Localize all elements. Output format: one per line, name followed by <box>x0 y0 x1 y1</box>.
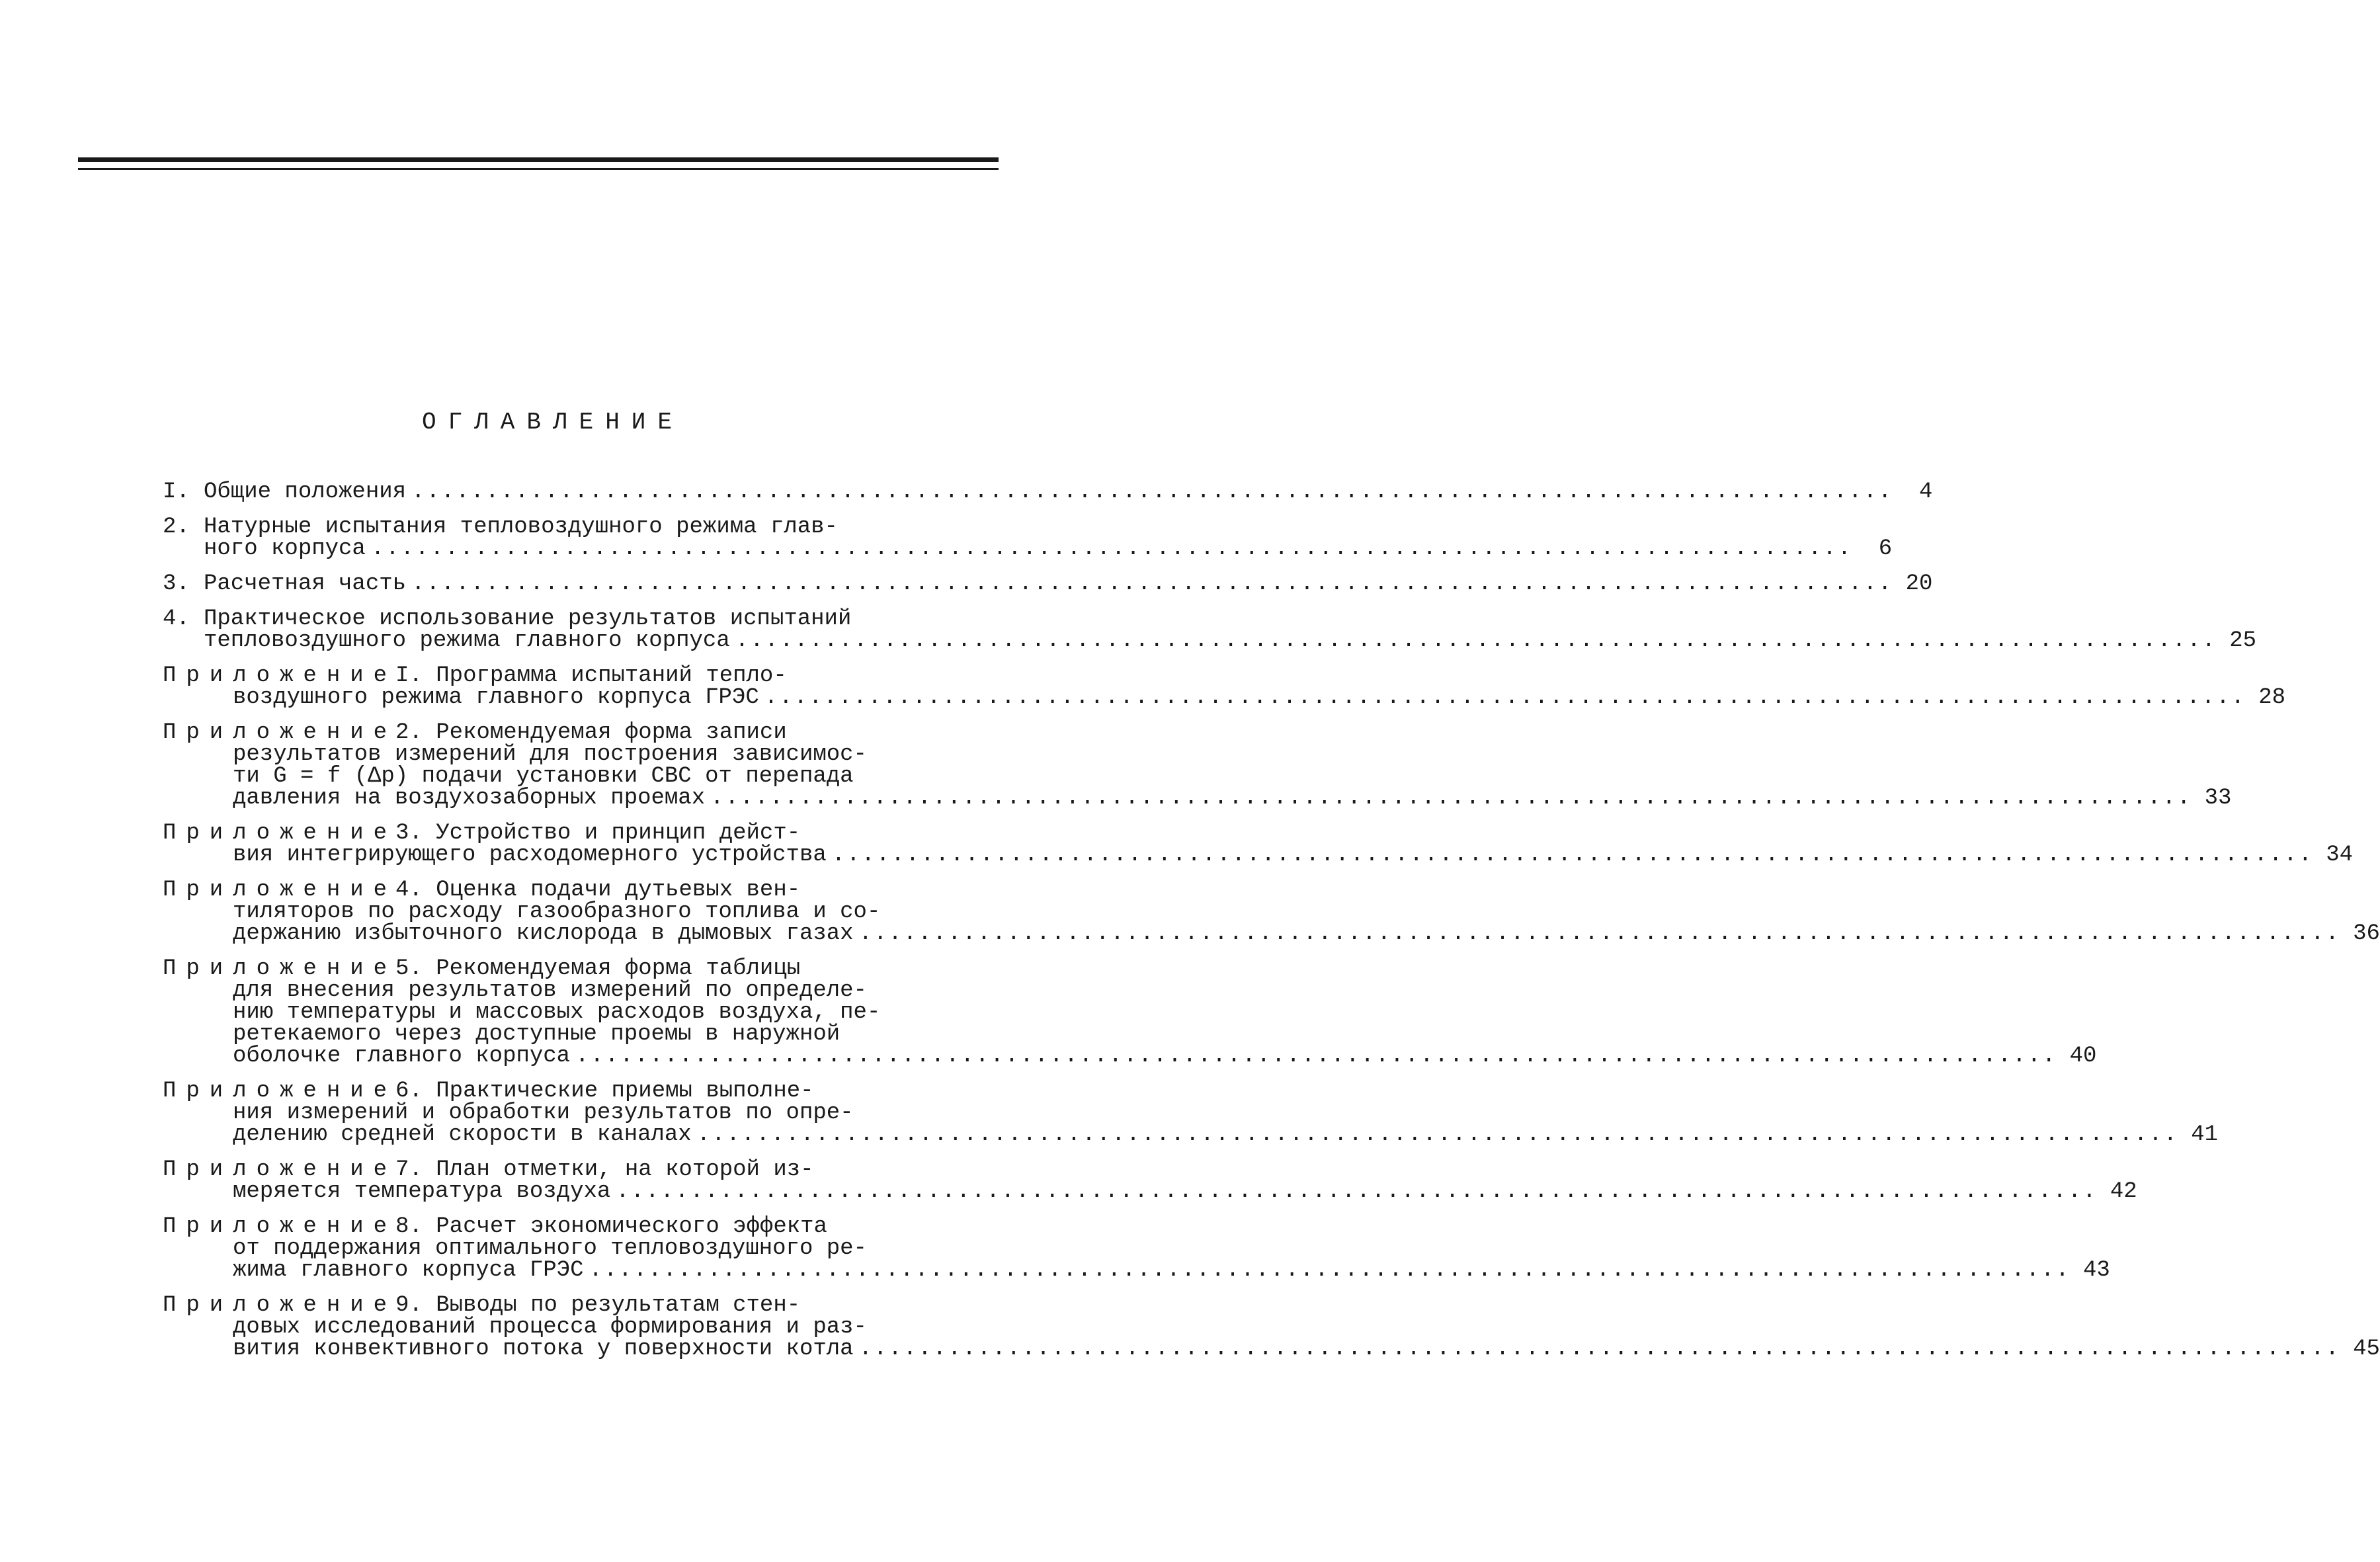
appendix-title-start: 8. Расчет экономического эффекта <box>395 1214 827 1239</box>
appendix-text: для внесения результатов измерений по определе- <box>233 978 867 1003</box>
toc-entry-last-line <box>204 573 1932 595</box>
appendix-last-line <box>163 1338 2380 1360</box>
appendix-text: воздушного режима главного корпуса ГРЭС <box>233 685 759 710</box>
dot-leader: .................................................................................................... <box>831 843 2314 868</box>
dot-leader: .................................................................................................... <box>411 571 1893 596</box>
dot-leader: .................................................................................................... <box>764 685 2246 710</box>
toc-appendix-entry[interactable] <box>163 1079 2219 1147</box>
toc-appendix-body <box>163 665 2285 709</box>
toc-appendix-body <box>163 722 2231 809</box>
appendix-first-line <box>163 1081 2218 1102</box>
page-number: 28 <box>2258 685 2286 710</box>
appendix-text: держанию избыточного кислорода в дымовых газах <box>233 921 854 946</box>
toc-appendix-entry[interactable] <box>163 956 2097 1069</box>
appendix-text: нию температуры и массовых расходов воздуха, пе- <box>233 1000 881 1025</box>
toc-appendix-body <box>163 1216 2110 1282</box>
toc-appendix-body <box>163 880 2380 945</box>
appendix-title-start: 5. Рекомендуемая форма таблицы <box>395 956 801 981</box>
page-number: 40 <box>2069 1044 2097 1069</box>
appendix-title-start: 4. Оценка подачи дутьевых вен- <box>395 878 801 903</box>
appendix-first-line <box>163 880 2380 901</box>
appendix-word: Приложение <box>163 1079 397 1104</box>
appendix-last-line <box>163 788 2231 809</box>
toc-entry-text: Общие положения <box>204 479 407 505</box>
toc-entry[interactable] <box>163 571 1933 596</box>
dot-leader: .................................................................................................... <box>370 536 1853 561</box>
appendix-last-line <box>163 1260 2110 1282</box>
appendix-title-start: 3. Устройство и принцип дейст- <box>395 821 801 846</box>
dot-leader: .................................................................................................... <box>858 921 2340 946</box>
appendix-word: Приложение <box>163 663 397 688</box>
toc-appendix-entry[interactable] <box>163 720 2232 811</box>
appendix-last-line <box>163 687 2285 709</box>
toc-appendix-entry[interactable] <box>163 663 2286 710</box>
appendix-title-start: 2. Рекомендуемая форма записи <box>395 720 787 745</box>
toc-entry-number: 2. <box>163 514 190 540</box>
appendix-title-start: 7. План отметки, на которой из- <box>395 1157 814 1182</box>
toc-entry-body <box>204 481 1932 503</box>
appendix-text: результатов измерений для построения зависимос- <box>233 742 867 767</box>
toc-appendix-entry[interactable] <box>163 1293 2380 1362</box>
toc-entry[interactable] <box>163 514 1893 561</box>
toc-appendix-entry[interactable] <box>163 1157 2137 1204</box>
page-number: 4 <box>1919 479 1933 505</box>
appendix-last-line <box>163 1181 2137 1203</box>
appendix-text: оболочке главного корпуса <box>233 1044 571 1069</box>
page-number: 34 <box>2326 843 2354 868</box>
appendix-title-start: 6. Практические приемы выполне- <box>395 1079 814 1104</box>
page-number: 25 <box>2229 628 2257 653</box>
page-number: 20 <box>1905 571 1933 596</box>
toc-entry-text: Натурные испытания тепловоздушного режима глав- <box>204 514 838 540</box>
table-of-contents <box>163 479 2380 1374</box>
toc-entry-last-line <box>204 538 1892 560</box>
dot-leader: .................................................................................................... <box>411 479 1893 505</box>
toc-entry-text: тепловоздушного режима главного корпуса <box>204 628 730 653</box>
toc-entry-body <box>204 608 2256 652</box>
dot-leader: .................................................................................................... <box>616 1179 2098 1204</box>
page-number: 43 <box>2083 1258 2110 1283</box>
toc-appendix-body <box>163 823 2353 866</box>
appendix-title-start: I. Программа испытаний тепло- <box>395 663 787 688</box>
toc-entry-text: Расчетная часть <box>204 571 407 596</box>
toc-appendix-entry[interactable] <box>163 878 2380 946</box>
page-number: 42 <box>2110 1179 2137 1204</box>
toc-entry-number: 3. <box>163 571 190 596</box>
appendix-text: меряется температура воздуха <box>233 1179 611 1204</box>
appendix-word: Приложение <box>163 878 397 903</box>
appendix-first-line <box>163 1216 2110 1238</box>
appendix-last-line <box>163 844 2353 866</box>
appendix-first-line <box>163 1295 2380 1317</box>
appendix-text: жима главного корпуса ГРЭС <box>233 1258 584 1283</box>
page-title: ОГЛАВЛЕНИЕ <box>421 409 684 436</box>
toc-entry-text: ного корпуса <box>204 536 366 561</box>
toc-entry-number: I. <box>163 479 190 505</box>
appendix-text: довых исследований процесса формирования и раз- <box>233 1315 867 1340</box>
toc-appendix-entry[interactable] <box>163 821 2354 868</box>
appendix-text: давления на воздухозаборных проемах <box>233 786 706 811</box>
appendix-text: вия интегрирующего расходомерного устройства <box>233 843 827 868</box>
appendix-last-line <box>163 1124 2218 1146</box>
page-number: 41 <box>2191 1122 2219 1147</box>
appendix-first-line <box>163 1159 2137 1181</box>
appendix-text: от поддержания оптимального тепловоздушного ре- <box>233 1236 867 1261</box>
appendix-text: делению средней скорости в каналах <box>233 1122 692 1147</box>
dot-leader: .................................................................................................... <box>735 628 2217 653</box>
appendix-word: Приложение <box>163 1157 397 1182</box>
toc-appendix-body <box>163 1295 2380 1360</box>
appendix-word: Приложение <box>163 956 397 981</box>
dot-leader: .................................................................................................... <box>858 1336 2340 1362</box>
toc-appendix-body <box>163 958 2096 1067</box>
toc-entry-last-line <box>204 630 2256 652</box>
toc-entry-body <box>204 516 1892 560</box>
appendix-first-line <box>163 958 2096 980</box>
appendix-word: Приложение <box>163 720 397 745</box>
toc-entry[interactable] <box>163 606 2257 653</box>
page-number: 6 <box>1878 536 1893 561</box>
appendix-text: вития конвективного потока у поверхности котла <box>233 1336 854 1362</box>
page-number: 33 <box>2204 786 2232 811</box>
appendix-last-line <box>163 1046 2096 1067</box>
page-number: 36 <box>2353 921 2380 946</box>
toc-entry-last-line <box>204 481 1932 503</box>
page-number: 45 <box>2353 1336 2380 1362</box>
appendix-word: Приложение <box>163 821 397 846</box>
appendix-last-line <box>163 923 2380 945</box>
appendix-first-line <box>163 722 2231 744</box>
toc-entry[interactable] <box>163 479 1933 505</box>
dot-leader: .................................................................................................... <box>710 786 2192 811</box>
appendix-text: ти G = f (Δp) подачи установки СВС от перепада <box>233 764 854 789</box>
appendix-word: Приложение <box>163 1214 397 1239</box>
dot-leader: .................................................................................................... <box>589 1258 2071 1283</box>
dot-leader: .................................................................................................... <box>575 1044 2057 1069</box>
appendix-text: ния измерений и обработки результатов по опре- <box>233 1100 854 1126</box>
toc-entry-number: 4. <box>163 606 190 632</box>
appendix-text: тиляторов по расходу газообразного топлива и со- <box>233 899 881 925</box>
dot-leader: .................................................................................................... <box>696 1122 2179 1147</box>
toc-appendix-body <box>163 1159 2137 1203</box>
appendix-text: ретекаемого через доступные проемы в наружной <box>233 1022 841 1047</box>
appendix-title-start: 9. Выводы по результатам стен- <box>395 1293 801 1318</box>
header-rule-thin <box>78 168 999 170</box>
header-rule-thick <box>78 157 999 162</box>
appendix-first-line <box>163 823 2353 844</box>
toc-entry-text: Практическое использование результатов испытаний <box>204 606 852 632</box>
appendix-first-line <box>163 665 2285 687</box>
toc-appendix-body <box>163 1081 2218 1146</box>
appendix-word: Приложение <box>163 1293 397 1318</box>
toc-appendix-entry[interactable] <box>163 1214 2110 1283</box>
toc-entry-body <box>204 573 1932 595</box>
